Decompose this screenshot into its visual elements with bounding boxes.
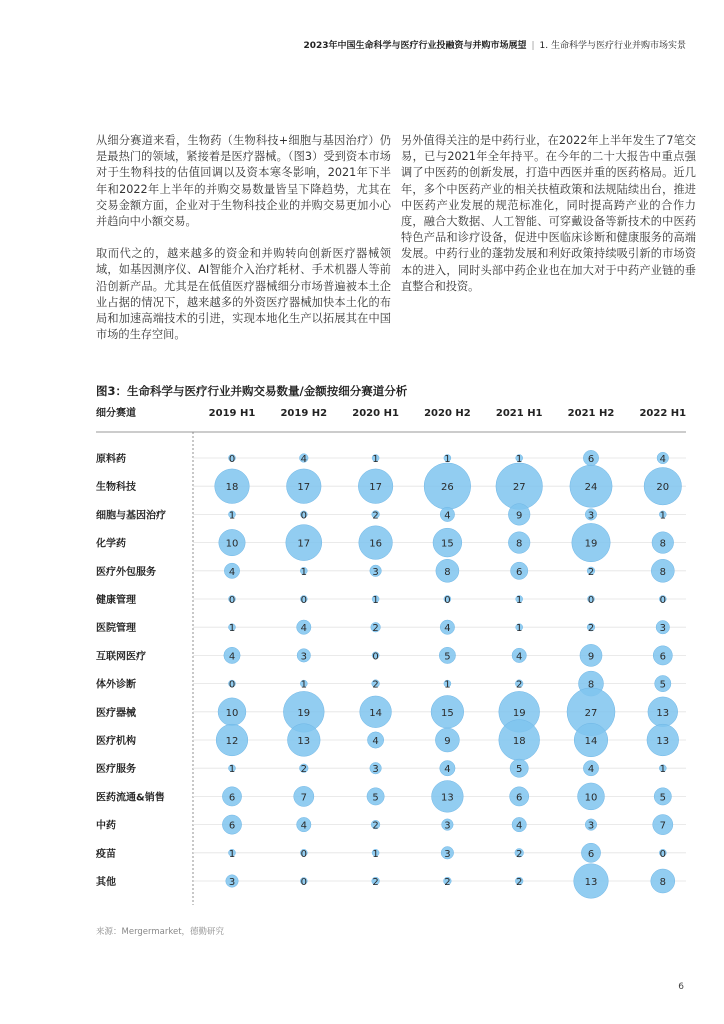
bubble-count-label: 6 [516,792,523,804]
bubble-count-label: 2 [444,877,451,888]
bubble-count-label: 18 [225,482,239,494]
bubble-count-label: 26 [441,482,454,494]
bubble-count-label: 15 [441,707,454,719]
header-separator: | [531,41,535,51]
bubble-count-label: 6 [587,454,595,465]
bubble-count-label: 3 [228,877,236,888]
bubble-count-label: 0 [659,595,666,606]
bubble-count-label: 8 [444,566,451,578]
row-label: 医疗机构 [96,736,136,747]
bubble-count-label: 27 [584,707,598,719]
bubble-count-label: 6 [228,792,236,804]
bubble-count-label: 10 [225,707,239,719]
bubble-count-label: 9 [516,510,523,522]
bubble-count-label: 4 [516,651,523,663]
bubble-count-label: 0 [444,595,451,606]
column-header: 2019 H2 [280,408,328,419]
bubble-count-label: 4 [228,566,236,578]
bubble-count-label: 2 [300,764,307,776]
bubble-count-label: 0 [300,510,307,522]
column-header: 2020 H1 [352,408,399,419]
bubble-count-label: 1 [444,679,451,691]
row-label: 医院管理 [96,623,136,635]
bubble-count-label: 1 [228,623,236,635]
row-label: 中药 [96,820,116,832]
bubble-count-label: 18 [512,736,526,747]
bubble-count-label: 8 [659,566,666,578]
bubble-count-label: 0 [300,848,307,860]
bubble-count-label: 13 [656,736,670,747]
bubble-count-label: 24 [584,482,598,494]
bubble-count-label: 2 [516,679,523,691]
bubble-count-label: 2 [372,877,379,888]
row-label: 化学药 [96,538,126,550]
bubble-count-label: 6 [516,566,523,578]
bubble-count-label: 19 [297,707,311,719]
bubble-count-label: 1 [300,679,307,691]
bubble-count-label: 2 [372,679,379,691]
row-label: 互联网医疗 [96,651,146,663]
bubble-count-label: 4 [228,651,236,663]
section-title: 1. 生命科学与医疗行业并购市场实景 [539,41,686,51]
bubble-count-label: 1 [228,510,236,522]
bubble-count-label: 5 [659,679,666,691]
bubble-count-label: 5 [516,764,523,776]
bubble-count-label: 4 [444,510,451,522]
bubble-count-label: 27 [512,482,526,494]
bubble-count-label: 4 [300,623,307,635]
bubble-count-label: 13 [656,707,670,719]
bubble-count-label: 5 [372,792,379,804]
column-header: 2019 H1 [208,408,256,419]
bubble-count-label: 0 [228,679,236,691]
bubble-count-label: 6 [659,651,666,663]
bubble-count-label: 8 [516,538,523,550]
row-label: 其他 [96,877,116,888]
bubble-count-label: 9 [444,736,451,747]
row-label: 疫苗 [96,848,116,860]
paragraph: 取而代之的，越来越多的资金和并购转向创新医疗器械领域，如基因测序仪、AI智能介入治疗耗材、手术机器人等前沿创新产品。尤其是在低值医疗器械细分市场普遍被本土企业占据的情况下，越来越多的外资医疗器械加快本土化的布局和加速高端技术的引进，实现本地化生产以拓展其在中国市场的生存空间。 [96,247,391,342]
bubble-count-label: 3 [587,510,595,522]
bubble-count-label: 4 [372,736,379,747]
bubble-count-label: 9 [587,651,595,663]
bubble-count-label: 1 [372,595,379,606]
row-header: 细分赛道 [96,408,136,419]
bubble-count-label: 3 [444,848,451,860]
row-label: 医疗外包服务 [96,566,156,578]
bubble-count-label: 4 [300,454,307,465]
bubble-count-label: 3 [372,764,379,776]
bubble-count-label: 1 [659,764,666,776]
page-number: 6 [678,982,684,992]
paragraph: 另外值得关注的是中药行业，在2022年上半年发生了7笔交易，已与2021年全年持平。在今年的二十大报告中重点强调了中医药的创新发展，打造中西医并重的医药格局。近几年，多个中医药产业的相关扶植政策和法规陆续出台，推进中医药产业发展的规范标准化，同时提高跨产业的合作力度，融合大数据、人工智能、可穿戴设备等新技术的中医药特色产品和诊疗设备，促进中医临床诊断和健康服务的高端发展。中药行业的蓬勃发展和利好政策持续吸引新的市场资本的进入，同时头部中药企业也在加大对于中药产业链的垂直整合和投资。 [401,134,696,293]
bubble-count-label: 1 [372,848,379,860]
bubble-count-label: 4 [587,764,595,776]
bubble-count-label: 3 [444,820,451,832]
bubble-count-label: 10 [225,538,239,550]
bubble-count-label: 12 [225,736,239,747]
bubble-count-label: 16 [369,538,382,550]
row-label: 医疗器械 [96,707,136,719]
bubble-count-label: 3 [587,820,595,832]
bubble-count-label: 1 [300,566,307,578]
bubble-count-label: 7 [659,820,666,832]
bubble-count-label: 6 [228,820,236,832]
bubble-count-label: 3 [300,651,307,663]
bubble-count-label: 1 [659,510,666,522]
bubble-count-label: 17 [369,482,382,494]
bubble-count-label: 4 [444,764,451,776]
bubble-count-label: 2 [372,510,379,522]
bubble-count-label: 0 [228,595,236,606]
row-label: 原料药 [96,454,126,465]
column-header: 2021 H2 [567,408,615,419]
bubble-count-label: 1 [228,764,236,776]
row-label: 医药流通&销售 [96,792,165,804]
bubble-count-label: 15 [441,538,454,550]
bubble-count-label: 10 [584,792,598,804]
bubble-count-label: 20 [656,482,670,494]
bubble-count-label: 0 [372,651,379,663]
figure-source: 来源：Mergermarket，德勤研究 [96,927,225,937]
row-label: 医疗服务 [96,764,136,776]
column-header: 2021 H1 [495,408,543,419]
bubble-count-label: 4 [444,623,451,635]
bubble-count-label: 2 [372,820,379,832]
bubble-count-label: 7 [300,792,307,804]
bubble-count-label: 8 [659,877,666,888]
bubble-count-label: 8 [659,538,666,550]
bubble-count-label: 4 [300,820,307,832]
bubble-count-label: 0 [587,595,595,606]
bubble-count-label: 1 [516,623,523,635]
bubble-count-label: 6 [587,848,595,860]
row-label: 健康管理 [96,595,136,606]
bubble-count-label: 2 [587,566,595,578]
report-title: 2023年中国生命科学与医疗行业投融资与并购市场展望 [303,41,527,51]
bubble-count-label: 14 [369,707,382,719]
bubble-count-label: 4 [516,820,523,832]
bubble-count-label: 0 [300,595,307,606]
row-label: 细胞与基因治疗 [96,510,166,522]
bubble-count-label: 4 [659,454,666,465]
bubble-count-label: 17 [297,538,311,550]
paragraph: 从细分赛道来看，生物药（生物科技+细胞与基因治疗）仍是最热门的领域，紧接着是医疗器械。（图3）受到资本市场对于生物科技的估值回调以及资本寒冬影响，2021年下半年和2022年上半年的并购交易数量皆呈下降趋势，尤其在交易金额方面，企业对于生物科技企业的并购交易更加小心并趋向中小额交易。 [96,134,391,229]
bubble-count-label: 8 [587,679,595,691]
bubble-count-label: 1 [516,454,523,465]
row-label: 生物科技 [96,482,136,494]
bubble-count-label: 0 [228,454,236,465]
bubble-count-label: 2 [372,623,379,635]
bubble-count-label: 13 [441,792,454,804]
bubble-count-label: 14 [584,736,598,747]
bubble-count-label: 3 [659,623,666,635]
bubble-count-label: 5 [444,651,451,663]
bubble-count-label: 0 [659,848,666,860]
bubble-count-label: 2 [516,848,523,860]
bubble-count-label: 1 [228,848,236,860]
figure-title: 图3：生命科学与医疗行业并购交易数量/金额按细分赛道分析 [96,384,408,398]
column-header: 2022 H1 [639,408,687,419]
bubble-count-label: 13 [297,736,311,747]
bubble-count-label: 2 [587,623,595,635]
bubble-count-label: 1 [372,454,379,465]
bubble-count-label: 2 [516,877,523,888]
column-header: 2020 H2 [424,408,471,419]
bubble-count-label: 19 [512,707,526,719]
bubble-count-label: 3 [372,566,379,578]
bubble-count-label: 17 [297,482,311,494]
row-label: 体外诊断 [96,679,136,691]
bubble-count-label: 1 [444,454,451,465]
bubble-count-label: 5 [659,792,666,804]
bubble-count-label: 19 [584,538,598,550]
bubble-count-label: 1 [516,595,523,606]
bubble-count-label: 0 [300,877,307,888]
bubble-count-label: 13 [584,877,598,888]
